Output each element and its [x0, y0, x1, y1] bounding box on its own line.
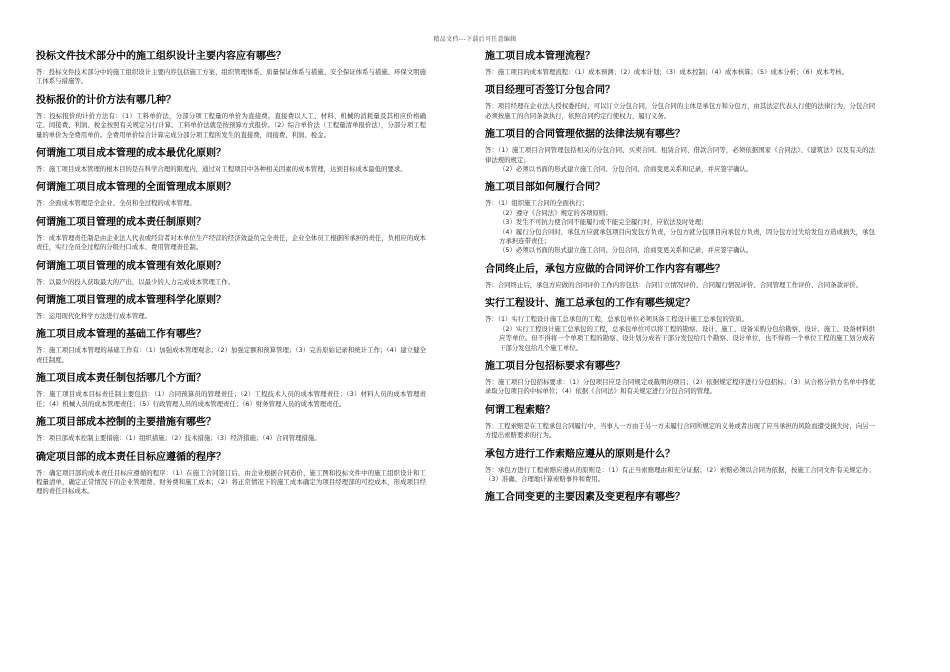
qa-block [36, 181, 426, 208]
qa-block [485, 360, 875, 397]
answer-line: 答：（1）组织施工合同的全面执行； [485, 199, 589, 208]
answer-line: 答：投标报价的计价方法有：（1）工料单价法，分部分项工程量的单价为直接费。直接费以人工、材料、机械的消耗量及其相应价格确定。间接费、利润、税金按照有关规定另行计算。工料单价法就是按预算方式报价。（2）综合单价法（工程量清单报价法），分部分项工程量的单价为全费用单价。全费用单价综合计算完成分部分项工程所发生的直接费，间接费、利润、税金。 [36, 111, 426, 139]
question-heading: 何谓施工项目管理的成本管理有效化原则？ [36, 260, 226, 272]
answer-line: 答：（1）实行工程设计施工总承包的工程，总承包单位必须具备工程设计施工总承包的资质。 [485, 315, 748, 324]
answer-line: （2）必须以书面的形式建立施工合同、分包合同、洽商变更关系和记录，并应签字确认。 [499, 165, 753, 174]
qa-block [36, 94, 426, 140]
answer-text [485, 281, 875, 290]
qa-block [485, 84, 875, 121]
qa-block [36, 372, 426, 409]
left-column [36, 50, 426, 504]
question-heading: 施工项目成本管理流程？ [485, 51, 595, 62]
question-heading: 施工项目的合同管理依据的法律法规有哪些？ [485, 129, 685, 141]
answer-line: 答：以最少的投入获取最大的产出，以最少的人力完成成本管理工作。 [36, 277, 235, 286]
answer-line: 答：施工项目成本管理的根本目的是在科学合理的限度内，通过对工程项目中各种相关因素的成本管理，达到目标成本最低的要求。 [36, 165, 407, 174]
answer-line: 答：确定项目部的成本责任目标应遵循的程序：（1）在施工合同签订后，由企业根据合同造价、施工图和投标文件中的施工组织设计和工程量清单，确定正常情况下的企业管理费、财务费和施工成本；（2）将正常情况下的施工成本确定为项目经理部的可控成本，形成项目经理的责任目标成本。 [36, 468, 426, 496]
answer-text [36, 199, 426, 208]
answer-line: 答：施工项目分包招标要求：（1）分包项目应是合同规定或截明的项目；（2）依据规定程序进行分包招标；（3）从合格分供方名单中择优录取分包项目的中标单位；（4）依据《合同法》和有关规定进行分包合同的管理。 [485, 377, 875, 396]
question-heading: 何谓施工项目管理的成本管理科学化原则？ [36, 295, 226, 307]
answer-text [36, 312, 426, 321]
answer-line: （5）必须以书面的形式建立施工合同、分包合同、洽商变更关系和记录，并应签字确认。 [499, 246, 753, 255]
qa-block [36, 147, 426, 174]
qa-block [36, 260, 426, 287]
answer-line: （2）实行工程设计施工总承包的工程，总承包单位可以将工程的勘察、设计、施工、设备采购分包给勘察、设计、施工、设备材料供应等单位。但不得将一个单项工程的勘察、设计划分成若干部分发包给几个勘察、设计单位，也不得将一个单位工程的施工划分成若干部分发包给几个施工单位。 [499, 324, 875, 352]
qa-block [485, 128, 875, 174]
answer-line: 答：工程索赔是在工程承包合同履行中，当事人一方由于另一方未履行合同所规定的义务或者出现了应当承担的风险而遭受损失时，向另一方提出索赔要求的行为。 [485, 421, 875, 440]
answer-line: 答：施工项目的成本管理流程：（1）成本预测；（2）成本计划；（3）成本控制；（4）成本核算；（5）成本分析；（6）成本考核。 [485, 68, 849, 76]
answer-text [36, 390, 426, 409]
qa-block [485, 181, 875, 255]
question-heading: 承包方进行工作索赔应遵从的原则是什么？ [485, 448, 675, 460]
answer-text [36, 68, 426, 87]
qa-block [36, 451, 426, 497]
answer-line: 答：项目经理在企业法人授权委托时，可以订立分包合同，分包合同的主体是承包方和分包方，由其法定代表人行使的法律行为，分包合同必须按施工的合同条款执行，依照合同约定行使权力，履行义务。 [485, 102, 875, 120]
qa-block [36, 416, 426, 443]
qa-block [36, 50, 426, 87]
question-heading: 何谓施工项目成本管理的全面管理成本原则？ [36, 182, 236, 194]
answer-text [485, 315, 875, 353]
answer-line: 答：全面成本管理是全企业、全员和全过程的成本管理。 [36, 199, 196, 208]
question-heading: 合同终止后，承包方应做的合同评价工作内容有哪些？ [485, 263, 725, 275]
qa-block [36, 328, 426, 365]
question-heading: 何谓工程索赔？ [485, 404, 555, 416]
answer-text [36, 165, 426, 174]
answer-text [36, 234, 426, 253]
qa-block [485, 491, 875, 504]
answer-line: 答：项目部成本控制主要措施：（1）组织措施；（2）技术措施；（3）经济措施；（4）合同管理措施。 [36, 434, 321, 443]
answer-text [36, 346, 426, 365]
question-heading: 施工项目部成本控制的主要措施有哪些？ [36, 417, 216, 429]
page-header: 精品文档---下载后可任意编辑 [433, 36, 517, 43]
qa-block [485, 263, 875, 290]
question-heading: 投标文件技术部分中的施工组织设计主要内容应有哪些？ [36, 51, 286, 62]
qa-block [485, 448, 875, 485]
answer-text [485, 466, 875, 485]
qa-block [36, 294, 426, 321]
question-heading: 施工合同变更的主要因素及变更程序有哪些？ [485, 492, 685, 504]
qa-block [485, 50, 875, 77]
question-heading: 施工项目部如何履行合同？ [485, 182, 605, 194]
qa-block [36, 216, 426, 253]
question-heading: 施工项目分包招标要求有哪些？ [485, 360, 625, 372]
question-heading: 项目经理可否签订分包合同？ [485, 85, 615, 97]
answer-text [485, 102, 875, 121]
answer-line: 答：（1）施工项目合同管理包括相关的分包合同、买卖合同、租赁合同、借款合同等，必须依据国家《合同法》、《建筑法》以及有关的法律法规的规定； [485, 146, 875, 164]
answer-line: 答：承包方进行工程索赔应遵从的原则是：（1）有正当索赔理由和充分证据；（2）索赔必须以合同为依据，按施工合同文件有关规定办；（3）准确、合理地计算索赔事件和费用。 [485, 465, 875, 483]
answer-text [36, 112, 426, 140]
answer-text [485, 199, 875, 255]
right-column [485, 50, 875, 511]
answer-text [36, 469, 426, 497]
answer-line: （4）履行分包合同时，承包方应就承包项目向发包方负责，分包方就分包项目向承包方负责，因分包方过失给发包方造成损失，承包方承担连带责任； [499, 227, 875, 246]
question-heading: 投标报价的计价方法有哪几种？ [36, 94, 176, 106]
question-heading: 实行工程设计、施工总承包的工作有哪些规定？ [485, 298, 695, 310]
answer-text [485, 422, 875, 441]
answer-text [36, 278, 426, 287]
answer-text [485, 378, 875, 397]
answer-line: 答：运用现代化科学方法进行成本管理。 [36, 312, 152, 321]
question-heading: 施工项目成本责任制包括哪几个方面？ [36, 373, 206, 385]
question-heading: 何谓施工项目成本管理的成本最优化原则？ [36, 148, 226, 160]
question-heading: 确定项目部的成本责任目标应遵循的程序？ [36, 451, 226, 463]
answer-text [485, 146, 875, 174]
answer-text [36, 434, 426, 443]
answer-line: 答：施工项目成本目标责任制主要包括：（1）合同预算员的管理责任；（2）工程技术人员的成本管理责任；（3）材料人员的成本管理责任；（4）机械人员的成本管理责任；（5）行政管理人员的成本管理责任；（6）财务管理人员的成本管理责任。 [36, 390, 426, 408]
answer-line: （2）遵守《合同法》规定的各项原则； [499, 208, 612, 217]
answer-line: 答：成本管理责任制是由企业法人代表或经营者对本单位生产经营的经济效益负完全责任，企业全体员工根据所承担的责任，负相应的成本责任，实行全员全过程的分级归口成本、费用管理责任制。 [36, 233, 426, 252]
qa-block [485, 404, 875, 441]
question-heading: 何谓施工项目管理的成本责任制原则？ [36, 216, 206, 228]
qa-block [485, 297, 875, 353]
answer-line: 答：投标文件技术部分中的施工组织设计主要内容包括施工方案、组织管理体系、质量保证体系与措施、安全保证体系与措施、环保文明施工体系与措施等。 [36, 68, 426, 86]
answer-line: 答：合同终止后，承包方应做的合同评价工作内容包括：合同订立情况评价、合同履行情况评价、合同管理工作评价、合同条款评价。 [485, 280, 863, 289]
question-heading: 施工项目成本管理的基础工作有哪些？ [36, 329, 206, 341]
answer-line: 答：施工项目成本管理的基础工作有：（1）加强成本管理观念；（2）加强定额和预算管理；（3）完善原始记录和统计工作；（4）建立健全责任制度。 [36, 346, 426, 364]
answer-text [485, 68, 875, 77]
answer-line: （3）发生不可抗力使合同不能履行或不能完全履行时，应依法及时处理； [499, 218, 708, 227]
